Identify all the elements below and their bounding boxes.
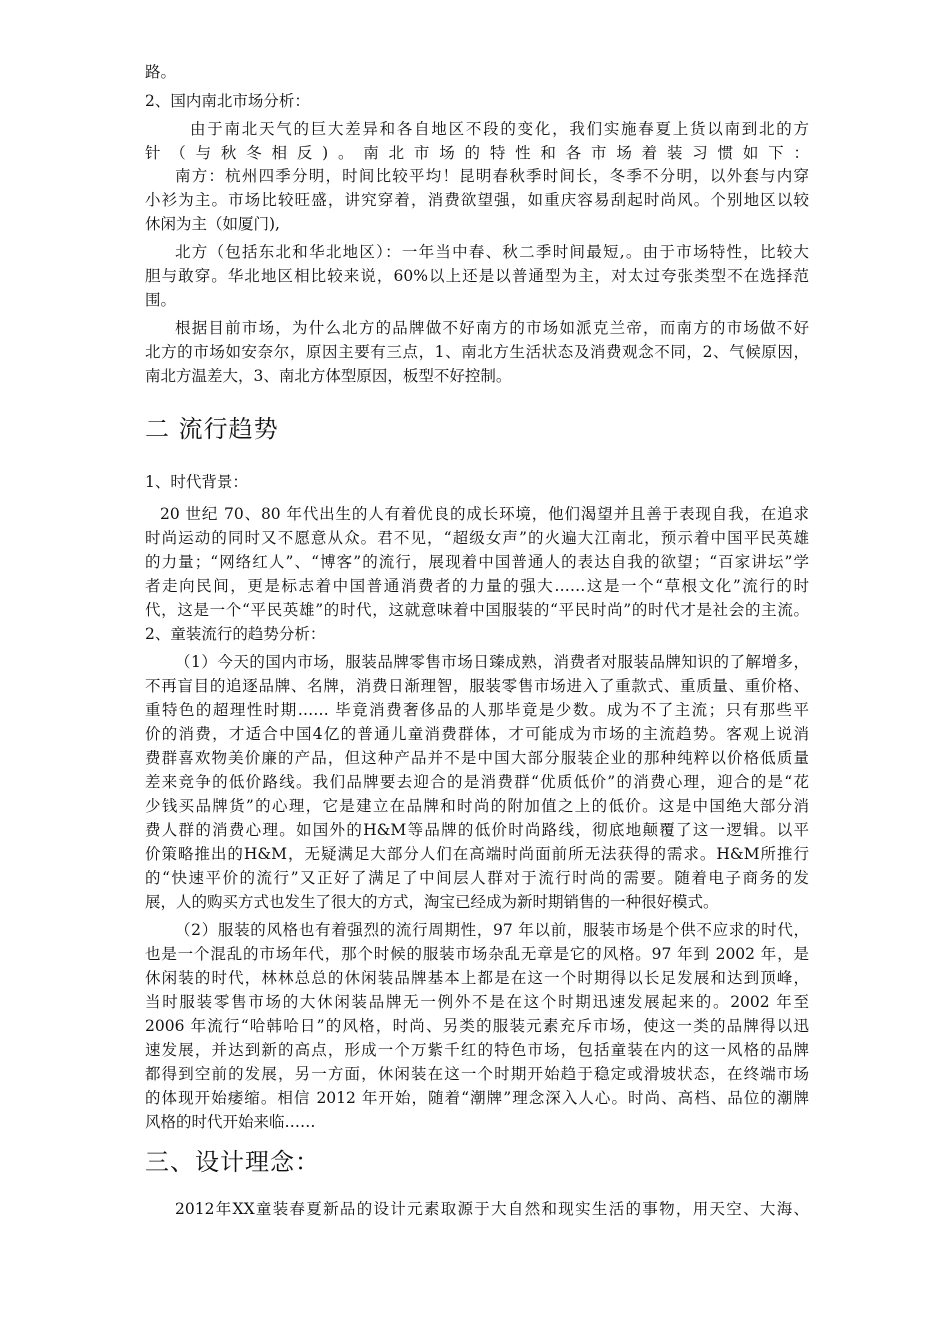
text-line: 风格的时代开始来临…… — [145, 1113, 316, 1131]
text-line: 不再盲目的追逐品牌、名牌，消费日渐理智，服装零售市场进入了重款式、重质量、重价格、 — [145, 677, 809, 695]
text-line: 南方：杭州四季分明，时间比较平均！昆明春秋季时间长，冬季不分明，以外套与内穿 — [175, 167, 809, 185]
text-line: 北方（包括东北和华北地区）：一年当中春、秋二季时间最短,。由于市场特性，比较大 — [175, 243, 809, 261]
text-line: 由于南北天气的巨大差异和各自地区不段的变化，我们实施春夏上货以南到北的方 — [190, 120, 809, 138]
text-line: 价策略推出的H&M，无疑满足大部分人们在高端时尚面前所无法获得的需求。H&M所推行 — [145, 845, 809, 863]
text-line: 价的消费，才适合中国4亿的普通儿童消费群体，才可能成为市场的主流趋势。客观上说消 — [145, 725, 809, 743]
text-line: （1）今天的国内市场，服装品牌零售市场日臻成熟，消费者对服装品牌知识的了解增多， — [175, 653, 809, 671]
text-line: 少钱买品牌货”的心理，它是建立在品牌和时尚的附加值之上的低价。这是中国绝大部分消 — [145, 797, 809, 815]
section-heading-2: 二 流行趋势 — [145, 415, 279, 443]
text-line: 南北方温差大，3、南北方体型原因，板型不好控制。 — [145, 367, 512, 385]
text-line: 都得到空前的发展，另一方面，休闲装在这一个时期开始趋于稳定或滑坡状态，在终端市场 — [145, 1065, 809, 1083]
text-line: 休闲装的时代，林林总总的休闲装品牌基本上都是在这一个时期得以长足发展和达到顶峰， — [145, 969, 809, 987]
text-line: 路。 — [145, 63, 177, 81]
text-line: 20 世纪 70、80 年代出生的人有着优良的成长环境，他们渴望并且善于表现自我，在追求 — [160, 505, 809, 523]
text-line: 2006 年流行“哈韩哈日”的风格，时尚、另类的服装元素充斥市场，使这一类的品牌得以迅 — [145, 1017, 809, 1035]
text-line: 小衫为主。市场比较旺盛，讲究穿着，消费欲望强，如重庆容易刮起时尚风。个别地区以较 — [145, 191, 809, 209]
text-line: 的力量；“网络红人”、“博客”的流行，展现着中国普通人的表达自我的欲望；“百家讲坛”学 — [145, 553, 809, 571]
text-line: （2）服装的风格也有着强烈的流行周期性，97 年以前，服装市场是个供不应求的时代， — [175, 921, 809, 939]
text-line: 时尚运动的同时又不愿意从众。君不见，“超级女声”的火遍大江南北，预示着中国平民英雄 — [145, 529, 809, 547]
text-line: 差来竞争的低价路线。我们品牌要去迎合的是消费群“优质低价”的消费心理，迎合的是“花 — [145, 773, 809, 791]
text-line: 费群喜欢物美价廉的产品，但这种产品并不是中国大部分服装企业的那种纯粹以价格低质量 — [145, 749, 809, 767]
text-line: 费人群的消费心理。如国外的H&M等品牌的低价时尚路线，彻底地颠覆了这一逻辑。以平 — [145, 821, 809, 839]
text-line: 围。 — [145, 291, 177, 309]
text-line: 根据目前市场，为什么北方的品牌做不好南方的市场如派克兰帝，而南方的市场做不好 — [175, 319, 809, 337]
text-line: 者走向民间，更是标志着中国普通消费者的力量的强大……这是一个“草根文化”流行的时 — [145, 577, 809, 595]
text-line: 代，这是一个“平民英雄”的时代，这就意味着中国服装的“平民时尚”的时代才是社会的主流。 — [145, 601, 809, 619]
subsection-heading: 1、时代背景： — [145, 473, 248, 491]
text-line: 展，人的购买方式也发生了很大的方式，淘宝已经成为新时期销售的一种很好模式。 — [145, 893, 719, 911]
text-line: 2012年XX童装春夏新品的设计元素取源于大自然和现实生活的事物，用天空、大海、 — [175, 1200, 809, 1218]
section-heading-3: 三、设计理念： — [145, 1148, 320, 1176]
text-line: 的“快速平价的流行”又正好了满足了中间层人群对于流行时尚的需要。随着电子商务的发 — [145, 869, 809, 887]
text-line: 的体现开始痿缩。相信 2012 年开始，随着“潮牌”理念深入人心。时尚、高档、品位的潮牌 — [145, 1089, 809, 1107]
text-line: 北方的市场如安奈尔，原因主要有三点，1、南北方生活状态及消费观念不同，2、气候原因， — [145, 343, 809, 361]
text-line: 当时服装零售市场的大休闲装品牌无一例外不是在这个时期迅速发展起来的。2002 年至 — [145, 993, 809, 1011]
text-line: 速发展，并达到新的高点，形成一个万紫千红的特色市场，包括童装在内的这一风格的品牌 — [145, 1041, 809, 1059]
subsection-heading: 2、童装流行的趋势分析： — [145, 625, 326, 643]
text-line: 休闲为主（如厦门), — [145, 215, 280, 233]
text-line: 也是一个混乱的市场年代，那个时候的服装市场杂乱无章是它的风格。97 年到 2002 年，是 — [145, 945, 809, 963]
text-line: 胆与敢穿。华北地区相比较来说，60%以上还是以普通型为主，对太过夸张类型不在选择范 — [145, 267, 809, 285]
text-line: 针（与秋冬相反)。南北市场的特性和各市场着装习惯如下： — [145, 144, 809, 162]
subsection-heading: 2、国内南北市场分析： — [145, 92, 310, 110]
text-line: 重特色的超理性时期…… 毕竟消费奢侈品的人那毕竟是少数。成为不了主流；只有那些平 — [145, 701, 809, 719]
